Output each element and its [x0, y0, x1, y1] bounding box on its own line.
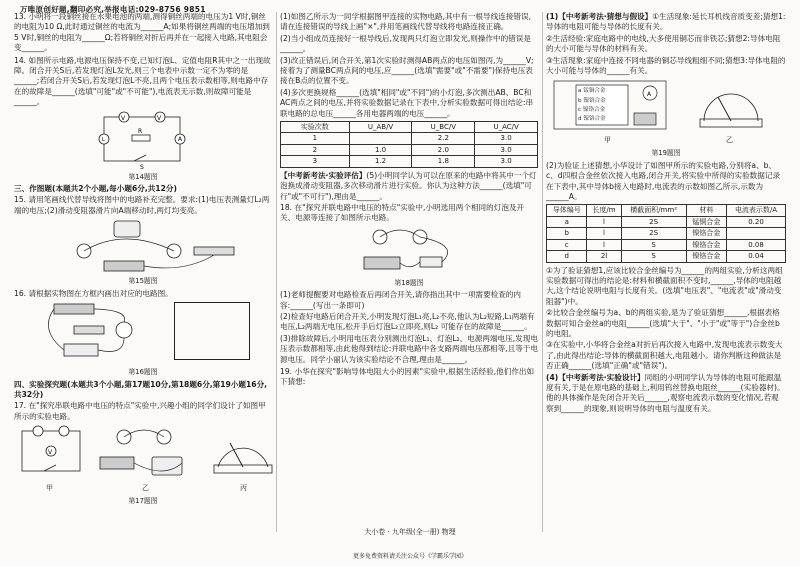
page-footer-note: 更多免费资料请关注公众号《学霸乐学园》 — [352, 553, 467, 560]
table-cell[interactable] — [727, 228, 786, 239]
table-cell: 2l — [587, 251, 621, 262]
table-cell: 1 — [281, 133, 350, 144]
column-right — [546, 12, 786, 415]
guess-2: ②生活经验:家庭电路中的电线,大多使用铜芯而非铁芯;猜想2:导体电阻的大小可能与导体的材料有关。 — [546, 33, 781, 54]
table-header-cell: 实验次数 — [281, 122, 350, 133]
table-header-row — [547, 205, 786, 216]
table-cell: 0.20 — [727, 216, 786, 227]
table-cell: S — [621, 239, 686, 250]
table-cell: 3 — [281, 156, 350, 167]
question-18: 18. 在"探究并联电路中电压的特点"实验中,小明选用两个相同的灯泡及开关、电源等连接了如图所示电路。 — [280, 202, 525, 223]
table-cell[interactable] — [349, 133, 412, 144]
section-3-title: 三、作图题(本题共2个小题,每小题6分,共12分) — [14, 184, 177, 194]
svg-text:A: A — [647, 91, 652, 99]
svg-text:R: R — [138, 127, 143, 135]
column-middle — [280, 12, 538, 389]
table-cell: l — [587, 228, 621, 239]
page-footer: 大小卷 · 九年级(全一册) 物理 — [364, 528, 456, 536]
q17-part-3: (3)改正错误后,闭合开关,第1次实验时测得AB两点的电压如图丙,为______V;接着为了测量BC两点间的电压,应______(选填"需要"或"不需要")保持电压表接在B点的位置不变。 — [280, 55, 534, 86]
wire-material: 镍铬合金 — [583, 116, 606, 123]
q19-part-4: ②比较合金丝编号为a、b的两组实验,是为了验证猜想______,根据表格数据可知合金丝a的电阻______(选填"大于"、"小于"或"等于")合金丝b的电阻。 — [546, 308, 780, 338]
table-cell: 1.2 — [349, 156, 412, 167]
table-cell: 3.0 — [475, 133, 538, 144]
table-cell: 3.0 — [475, 144, 538, 155]
table-cell: 2.0 — [412, 144, 475, 155]
figure-19-caption: 第19题图 — [651, 149, 681, 158]
figure-18-circuit — [350, 225, 470, 277]
figure-15-circuit — [44, 217, 244, 275]
wire-letter: c — [578, 106, 582, 113]
q19-part-6 — [546, 373, 786, 415]
table-cell: b — [547, 228, 587, 239]
table-header-cell: 材料 — [686, 205, 726, 216]
q17-part-4: (4)多次更换规格______(选填"相同"或"不同")的小灯泡,多次测出AB、BC和AC两点之间的电压,并将实验数据记录在下表中,分析实验数据可得出结论:串联电路的总电压______各用电器两端的电压______。 — [280, 87, 534, 118]
figure-19 — [546, 77, 786, 147]
svg-text:V: V — [157, 114, 162, 122]
label-yi: 乙 — [142, 484, 149, 493]
table-row — [547, 239, 786, 250]
table-header-cell: 电流表示数/A — [727, 205, 786, 216]
answer-box[interactable] — [174, 302, 250, 360]
question-17: 17. 在"探究串联电路中电压的特点"实验中,兴趣小组的同学们设计了如图甲所示的实验电路。 — [14, 401, 266, 421]
table-cell: 锰铜合金 — [686, 216, 726, 227]
figure-17-caption: 第17题图 — [128, 497, 158, 506]
exam-tag: 【中考新考法·实验评估】 — [280, 170, 367, 180]
table-cell: 2 — [281, 144, 350, 155]
table-cell: l — [587, 216, 621, 227]
table-row — [281, 133, 538, 144]
section-4-title: 四、实验探究题(本题共3个小题,第17题10分,第18题6分,第19小题16分,共32分) — [14, 379, 268, 399]
figure-17c-voltmeter — [210, 427, 276, 477]
q19-part-2: (2)为验证上述猜想,小华设计了如图甲所示的实验电路,分别将a、b、c、d四根合金丝依次接入电路,闭合开关,将实验中所得的实验数据记录在下表中,其中导体b接入电路时,电流表的示数如图乙所示,示数为______A。 — [546, 160, 781, 202]
q19-part-3: ①为了验证猜想1,应该比较合金丝编号为______的两组实验,分析这两组实验数据可得出的结论是:材料和横截面积不变时,______,导体的电阻越大,这个结论说明电阻与长度有关。(选填"电压表"、"电流表"或"滑动变阻器")中。 — [546, 265, 783, 306]
table-cell: l — [587, 239, 621, 250]
wire-letter: b — [578, 97, 582, 104]
q17-part-5 — [280, 171, 538, 202]
q18-part-1: (1)老师提醒要对电路检查后再闭合开关,请你指出其中一项需要检查的内容:______(写出一条即可) — [280, 290, 521, 310]
exam-tag: (4)【中考新考法·实验设计】 — [546, 372, 645, 382]
wire-letter: a — [578, 88, 582, 95]
label-jia: 甲 — [604, 136, 611, 145]
table-cell: 镍铬合金 — [686, 251, 726, 262]
table-cell: 0.04 — [727, 251, 786, 262]
table-cell: 3.0 — [475, 156, 538, 167]
table-header-cell: U_BC/V — [412, 122, 475, 133]
question-14: 14. 如图所示电路,电源电压保持不变,已知灯泡L、定值电阻R其中之一出现故障。闭合开关S后,若发现灯泡L发光,则三个电表中示数一定不为零的是______;若闭合开关S后,若发现灯泡L不亮,且两个电压表示数相等,则电路中存在的故障是______(选填"可能"或"不可能"),电流表无示数,则故障可能是______。 — [14, 55, 271, 107]
figure-16-circuit — [34, 300, 144, 362]
wire-item — [578, 106, 606, 115]
wire-letter: d — [578, 116, 582, 123]
figure-17b-circuit — [94, 423, 198, 483]
figure-14-circuit — [94, 109, 190, 171]
table-cell: d — [547, 251, 587, 262]
table-cell: 1.8 — [412, 156, 475, 167]
label-jia: 甲 — [46, 484, 53, 493]
svg-text:V: V — [48, 449, 53, 457]
q17-part-5-text: (5)小明同学认为可以在原来的电路中将其中一个灯泡换成滑动变阻器,多次移动滑片进行实验。你认为这种方法______(选填"可行"或"不可行"),理由是______。 — [280, 170, 537, 201]
q18-part-2: (2)检查好电路后闭合开关,小明发现灯泡L₁亮,L₂不亮,他认为L₂短路,L₁两端有电压,L₂两端无电压,松开手后灯泡L₂立即亮,则L₂ 可能存在的故障是______。 — [280, 311, 535, 332]
wire-material: 镍铬合金 — [583, 97, 606, 104]
question-19: 19. 小华在探究"影响导体电阻大小的因素"实验中,根据生活经验,他们作出如下猜想: — [280, 366, 535, 387]
question-16: 16. 请根据实物图在方框内画出对应的电路图。 — [14, 288, 173, 298]
guess-1 — [546, 12, 786, 33]
table-cell: 镍铬合金 — [686, 239, 726, 250]
wire-item — [578, 115, 606, 124]
q19-part-5: ③在实验中,小华将合金丝a对折后再次接入电路中,发现电流表示数变大了,由此得出结论:导体的横截面积越大,电阻越小。请你判断这种做法是否正确______(选填"正确"或"错误")。 — [546, 340, 783, 371]
figure-19b-ammeter — [696, 77, 766, 131]
question-15: 15. 请用笔画线代替导线将图中的电路补充完整。要求:(1)电压表测量灯L₂两端的电压;(2)滑动变阻器滑片向A端移动时,两灯均变亮。 — [14, 195, 270, 215]
table-header-cell: 导体编号 — [547, 205, 587, 216]
svg-text:A: A — [178, 135, 183, 143]
figure-19a-circuit — [550, 77, 670, 137]
table-cell: 镍铬合金 — [686, 228, 726, 239]
column-divider — [542, 12, 543, 532]
table-cell: 2S — [621, 216, 686, 227]
wire-item — [578, 97, 606, 106]
table-header-cell: U_AB/V — [349, 122, 412, 133]
figure-17 — [14, 423, 272, 495]
svg-text:L: L — [102, 136, 105, 143]
q19-data-table — [546, 204, 786, 262]
figure-17a-circuit — [14, 423, 88, 483]
q19-part-6-text: 同组的小明同学认为导体的电阻可能跟温度有关,于是在原电路的基础上,利用钨丝替换电阻丝______(实验器材)。他的具体操作是先闭合开关后______,观察电流表示数的变化情况,若观察到______的现象,则说明导体的电阻与温度有关。 — [546, 372, 785, 413]
table-cell: 1.0 — [349, 144, 412, 155]
q18-part-3: (3)排除故障后,小明用电压表分别测出灯泡L₁、灯泡L₂、电源两端电压,发现电压表示数都相等,由此他得到结论:并联电路中各支路两端电压都相等,且等于电源电压。同学小丽认为该实验结论不合理,理由是______。 — [280, 333, 538, 364]
figure-18-caption: 第18题图 — [394, 278, 424, 287]
question-13: 13. 小明将一段铜丝接在水果电池的两端,测得铜丝两端的电压为1 V时,铜丝的电阻为10 Ω,此时通过铜丝的电流为______A;如果将铜丝两端的电压增加到5 V时,铜丝的电阻为______Ω;若将铜丝对折后再并在一起接入电路,其电阻会变______。 — [14, 12, 270, 53]
table-row — [281, 144, 538, 155]
figure-15-caption: 第15题图 — [128, 277, 158, 286]
table-cell: 2.2 — [412, 133, 475, 144]
figure-16 — [14, 300, 272, 366]
wire-item — [578, 87, 606, 96]
label-bing: 丙 — [240, 484, 247, 493]
figure-16-caption: 第16题图 — [128, 368, 158, 377]
table-cell: a — [547, 216, 587, 227]
wire-material: 镍铬合金 — [582, 106, 606, 113]
exam-tag: (1)【中考新考法·猜想与假设】 — [546, 12, 653, 21]
column-left — [14, 12, 272, 509]
table-cell: 2S — [621, 228, 686, 239]
page-header: 万唯原创好题,翻印必究,举报电话:029-8756 9851 — [20, 5, 206, 14]
table-header-cell: U_AC/V — [475, 122, 538, 133]
table-header-row — [281, 122, 538, 133]
table-row — [547, 251, 786, 262]
table-cell: S — [621, 251, 686, 262]
q17-part-1: (1)如图乙所示为一同学根据图甲连接的实物电路,其中有一根导线连接错误,请在连接错误的导线上画"×",并用笔画线代替导线将电路连接正确。 — [280, 12, 531, 32]
wire-material: 锰铜合金 — [583, 88, 606, 95]
table-row — [281, 156, 538, 167]
svg-text:V: V — [121, 114, 126, 122]
q17-part-2: (2)当小组成员连接好一根导线后,发现两只灯泡立即发光,则操作中的错误是______。 — [280, 33, 531, 54]
svg-text:S: S — [140, 163, 144, 171]
guess-1-text: ①生活现象:延长耳机线音质变差;猜想1:导体的电阻可能与导体的长度有关。 — [546, 12, 786, 32]
wire-list — [578, 87, 606, 124]
label-yi: 乙 — [726, 136, 733, 145]
table-cell: 0.08 — [727, 239, 786, 250]
table-header-cell: 横截面积/mm² — [621, 205, 686, 216]
table-row — [547, 216, 786, 227]
figure-14-caption: 第14题图 — [128, 172, 158, 181]
q17-data-table — [280, 121, 538, 168]
column-divider — [276, 12, 277, 532]
table-row — [547, 228, 786, 239]
guess-3: ③生活现象:家庭中连接不同电器的铜芯导线粗细不同;猜想3:导体电阻的大小可能与导体的______有关。 — [546, 55, 786, 76]
table-cell: c — [547, 239, 587, 250]
table-header-cell: 长度/m — [587, 205, 621, 216]
